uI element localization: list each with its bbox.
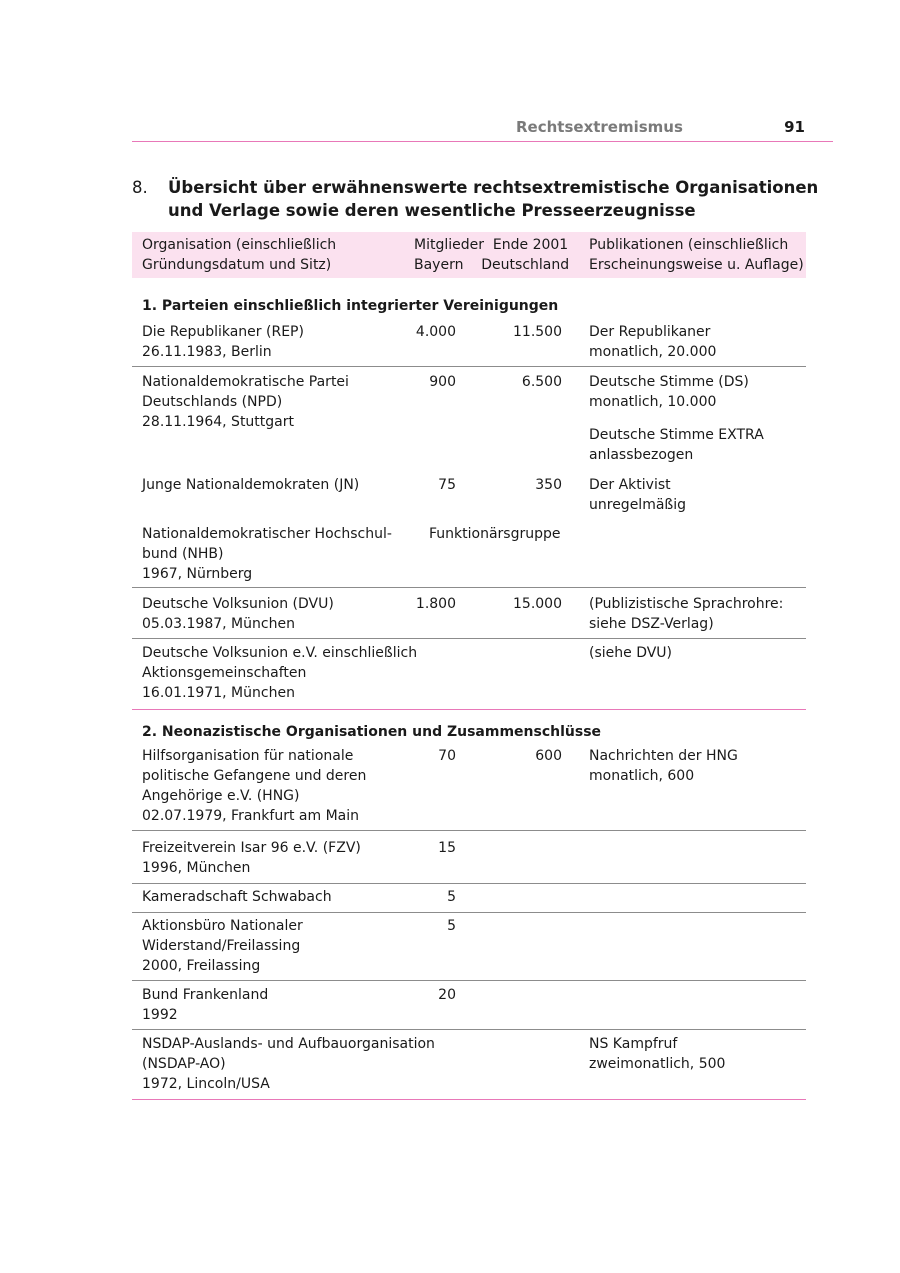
org-cell: Kameradschaft Schwabach <box>142 889 332 905</box>
table-row <box>132 916 806 976</box>
row-divider <box>132 883 806 884</box>
table-row <box>132 838 806 878</box>
running-title: Rechtsextremismus <box>516 118 683 136</box>
pub-cell-extra: Deutsche Stimme EXTRA anlassbezogen <box>589 427 764 463</box>
deutschland-cell: 15.000 <box>513 596 562 612</box>
header-organisation: Organisation (einschließlich Gründungsdatum und Sitz) <box>142 237 337 273</box>
pub-cell: NS Kampfruf zweimonatlich, 500 <box>589 1036 726 1072</box>
org-cell: Die Republikaner (REP) 26.11.1983, Berlin <box>142 324 304 360</box>
heading-line: und Verlage sowie deren wesentliche Presseerzeugnisse <box>168 201 696 220</box>
row-divider <box>132 587 806 588</box>
section-title: 1. Parteien einschließlich integrierter Vereinigungen <box>142 298 559 314</box>
row-divider <box>132 830 806 831</box>
org-cell: Junge Nationaldemokraten (JN) <box>142 477 360 493</box>
org-cell: NSDAP-Auslands- und Aufbauorganisation (NSDAP-AO) 1972, Lincoln/USA <box>142 1036 435 1092</box>
table-row <box>132 322 806 362</box>
pub-cell: (siehe DVU) <box>589 645 673 661</box>
org-cell: Freizeitverein Isar 96 e.V. (FZV) 1996, München <box>142 840 361 876</box>
org-cell: Aktionsbüro Nationaler Widerstand/Freilassing 2000, Freilassing <box>142 918 303 974</box>
table-row <box>132 643 806 709</box>
org-cell: Deutsche Volksunion e.V. einschließlich Aktionsgemeinschaften 16.01.1971, München <box>142 645 418 701</box>
section-title: 2. Neonazistische Organisationen und Zusammenschlüsse <box>142 724 602 740</box>
deutschland-cell: 350 <box>535 477 562 493</box>
page-header <box>132 116 833 142</box>
organisations-table <box>132 232 806 1094</box>
org-cell: Bund Frankenland 1992 <box>142 987 269 1023</box>
section-divider <box>132 709 806 710</box>
table-row <box>132 985 806 1025</box>
deutschland-cell: 600 <box>535 748 562 764</box>
table-row <box>132 746 806 826</box>
table-row <box>132 594 806 634</box>
table-row <box>132 887 806 907</box>
heading-number: 8. <box>132 178 148 197</box>
row-divider <box>132 912 806 913</box>
table-row <box>132 475 806 524</box>
pub-cell: Deutsche Stimme (DS) monatlich, 10.000 <box>589 374 749 410</box>
heading-text <box>168 176 818 222</box>
header-publikationen: Publikationen (einschließlich Erscheinungsweise u. Auflage) <box>589 237 804 273</box>
pub-cell: Nachrichten der HNG monatlich, 600 <box>589 748 738 784</box>
org-cell: Hilfsorganisation für nationale politische Gefangene und deren Angehörige e.V. (HNG) 02.07.1979, Frankfurt am Main <box>142 748 367 824</box>
bayern-cell: 4.000 <box>415 324 456 340</box>
bayern-cell: 70 <box>438 748 456 764</box>
section-divider <box>132 1099 806 1100</box>
bayern-cell: 5 <box>447 918 456 934</box>
deutschland-cell: 11.500 <box>513 324 562 340</box>
bayern-cell: 900 <box>429 374 456 390</box>
page-number: 91 <box>784 118 805 136</box>
pub-cell: (Publizistische Sprachrohre: siehe DSZ-Verlag) <box>589 596 784 632</box>
bayern-cell: 15 <box>438 840 456 856</box>
pub-cell: Der Republikaner monatlich, 20.000 <box>589 324 717 360</box>
row-divider <box>132 638 806 639</box>
pub-cell: Der Aktivist unregelmäßig <box>589 477 687 513</box>
note-cell: Funktionärsgruppe <box>429 526 561 542</box>
table-header <box>132 232 806 278</box>
bayern-cell: 1.800 <box>415 596 456 612</box>
row-divider <box>132 366 806 367</box>
row-divider <box>132 1029 806 1030</box>
table-row <box>132 1034 806 1094</box>
deutschland-cell: 6.500 <box>521 374 562 390</box>
org-cell: Deutsche Volksunion (DVU) 05.03.1987, München <box>142 596 334 632</box>
row-divider <box>132 980 806 981</box>
table-row <box>132 524 806 584</box>
bayern-cell: 20 <box>438 987 456 1003</box>
bayern-cell: 75 <box>438 477 456 493</box>
header-mitglieder: Mitglieder Ende 2001 Bayern Deutschland <box>414 237 570 273</box>
org-cell: Nationaldemokratische Partei Deutschlands (NPD) 28.11.1964, Stuttgart <box>142 374 349 430</box>
bayern-cell: 5 <box>447 889 456 905</box>
heading-line: Übersicht über erwähnenswerte rechtsextremistische Organisationen <box>168 178 819 197</box>
org-cell: Nationaldemokratischer Hochschul- bund (NHB) 1967, Nürnberg <box>142 526 392 582</box>
table-row <box>132 372 806 475</box>
